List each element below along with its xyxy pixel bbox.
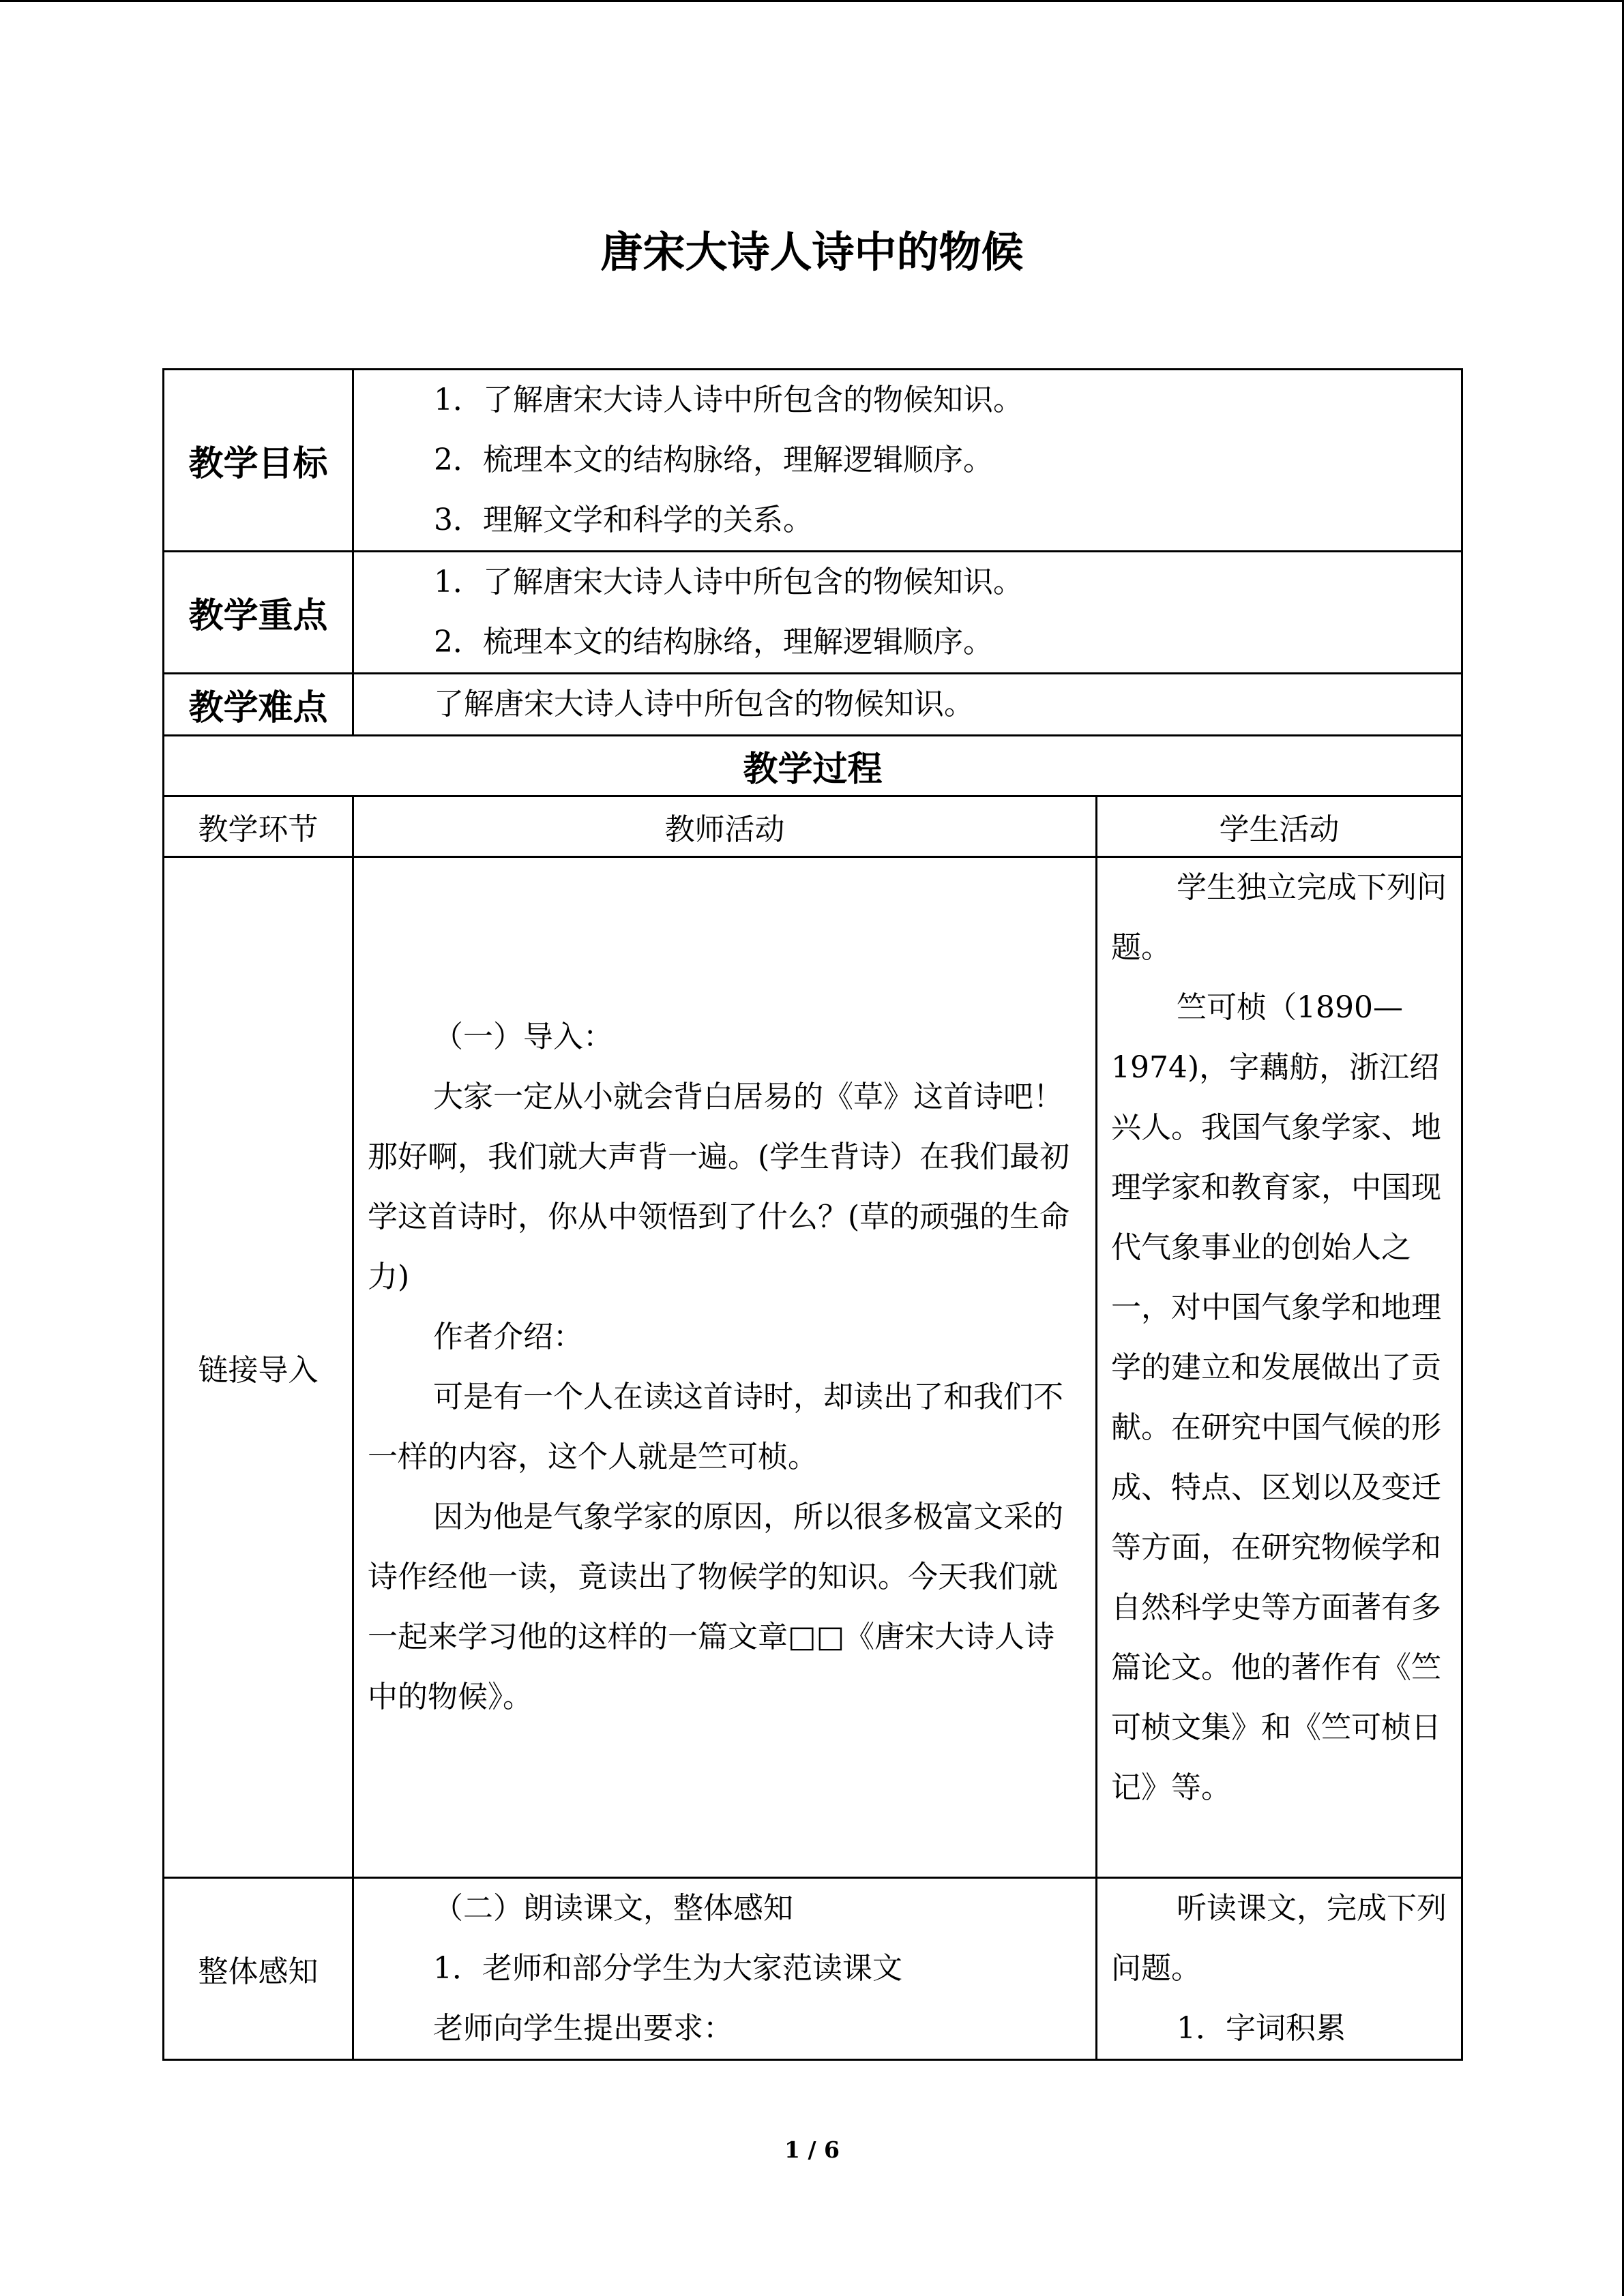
process-title-row bbox=[164, 736, 1462, 796]
student-activity-intro bbox=[1097, 857, 1462, 1878]
teacher-paragraph: 老师向学生提出要求： bbox=[433, 2011, 733, 2046]
teacher-activity-header: 教师活动 bbox=[353, 796, 1097, 857]
key-point-item: 2．梳理本文的结构脉络，理解逻辑顺序。 bbox=[434, 625, 993, 659]
key-points-row bbox=[164, 552, 1462, 674]
teacher-paragraph: 可是有一个人在读这首诗时，却读出了和我们不一样的内容，这个人就是竺可桢。 bbox=[368, 1380, 1063, 1474]
lesson-plan-table bbox=[162, 368, 1463, 2061]
objective-item: 2．梳理本文的结构脉络，理解逻辑顺序。 bbox=[434, 443, 993, 477]
stage-intro: 链接导入 bbox=[164, 857, 353, 1878]
student-paragraph: 学生独立完成下列问题。 bbox=[1111, 870, 1447, 965]
student-activity-header: 学生活动 bbox=[1097, 796, 1462, 857]
student-activity-overview bbox=[1097, 1878, 1462, 2060]
difficulty-item: 了解唐宋大诗人诗中所包含的物候知识。 bbox=[434, 687, 974, 721]
student-paragraph: 1．字词积累 bbox=[1177, 2011, 1346, 2046]
objectives-content bbox=[353, 370, 1462, 552]
difficulties-content bbox=[353, 674, 1462, 736]
objective-item: 1．了解唐宋大诗人诗中所包含的物候知识。 bbox=[434, 383, 1023, 417]
overview-row bbox=[164, 1878, 1462, 2060]
page-border-top bbox=[0, 0, 1624, 2]
teacher-paragraph: 大家一定从小就会背白居易的《草》这首诗吧！那好啊，我们就大声背一遍。(学生背诗）在我们最初学这首诗时，你从中领悟到了什么？(草的顽强的生命力) bbox=[368, 1079, 1070, 1294]
teacher-paragraph: 因为他是气象学家的原因，所以很多极富文采的诗作经他一读，竟读出了物候学的知识。今天我们就一起来学习他的这样的一篇文章□□《唐宋大诗人诗中的物候》。 bbox=[368, 1500, 1063, 1714]
teacher-activity-overview bbox=[353, 1878, 1097, 2060]
process-title: 教学过程 bbox=[164, 736, 1462, 796]
process-header-row bbox=[164, 796, 1462, 857]
teacher-heading: （二）朗读课文，整体感知 bbox=[433, 1891, 793, 1926]
difficulties-row bbox=[164, 674, 1462, 736]
page-title: 唐宋大诗人诗中的物候 bbox=[600, 227, 1024, 277]
teacher-heading: （一）导入： bbox=[433, 1019, 613, 1054]
difficulties-label: 教学难点 bbox=[164, 674, 353, 736]
stage-overview: 整体感知 bbox=[164, 1878, 353, 2060]
author-heading: 作者介绍： bbox=[433, 1320, 583, 1354]
key-points-label: 教学重点 bbox=[164, 552, 353, 674]
intro-row bbox=[164, 857, 1462, 1878]
objectives-label: 教学目标 bbox=[164, 370, 353, 552]
objective-item: 3．理解文学和科学的关系。 bbox=[434, 503, 813, 537]
student-paragraph: 听读课文，完成下列问题。 bbox=[1111, 1891, 1447, 1986]
teacher-activity-intro bbox=[353, 857, 1097, 1878]
objectives-row bbox=[164, 370, 1462, 552]
page-number: 1 / 6 bbox=[784, 2136, 840, 2163]
key-points-content bbox=[353, 552, 1462, 674]
student-paragraph: 竺可桢（1890—1974)，字藕舫，浙江绍兴人。我国气象学家、地理学家和教育家，中国现代气象事业的创始人之一，对中国气象学和地理学的建立和发展做出了贡献。在研究中国气候的形成、特点、区划以及变迁等方面，在研究物候学和自然科学史等方面著有多篇论文。他的著作有《竺可桢文集》和《竺可桢日记》等。 bbox=[1111, 990, 1441, 1805]
stage-header: 教学环节 bbox=[164, 796, 353, 857]
key-point-item: 1．了解唐宋大诗人诗中所包含的物候知识。 bbox=[434, 565, 1023, 599]
teacher-paragraph: 1．老师和部分学生为大家范读课文 bbox=[433, 1951, 902, 1986]
